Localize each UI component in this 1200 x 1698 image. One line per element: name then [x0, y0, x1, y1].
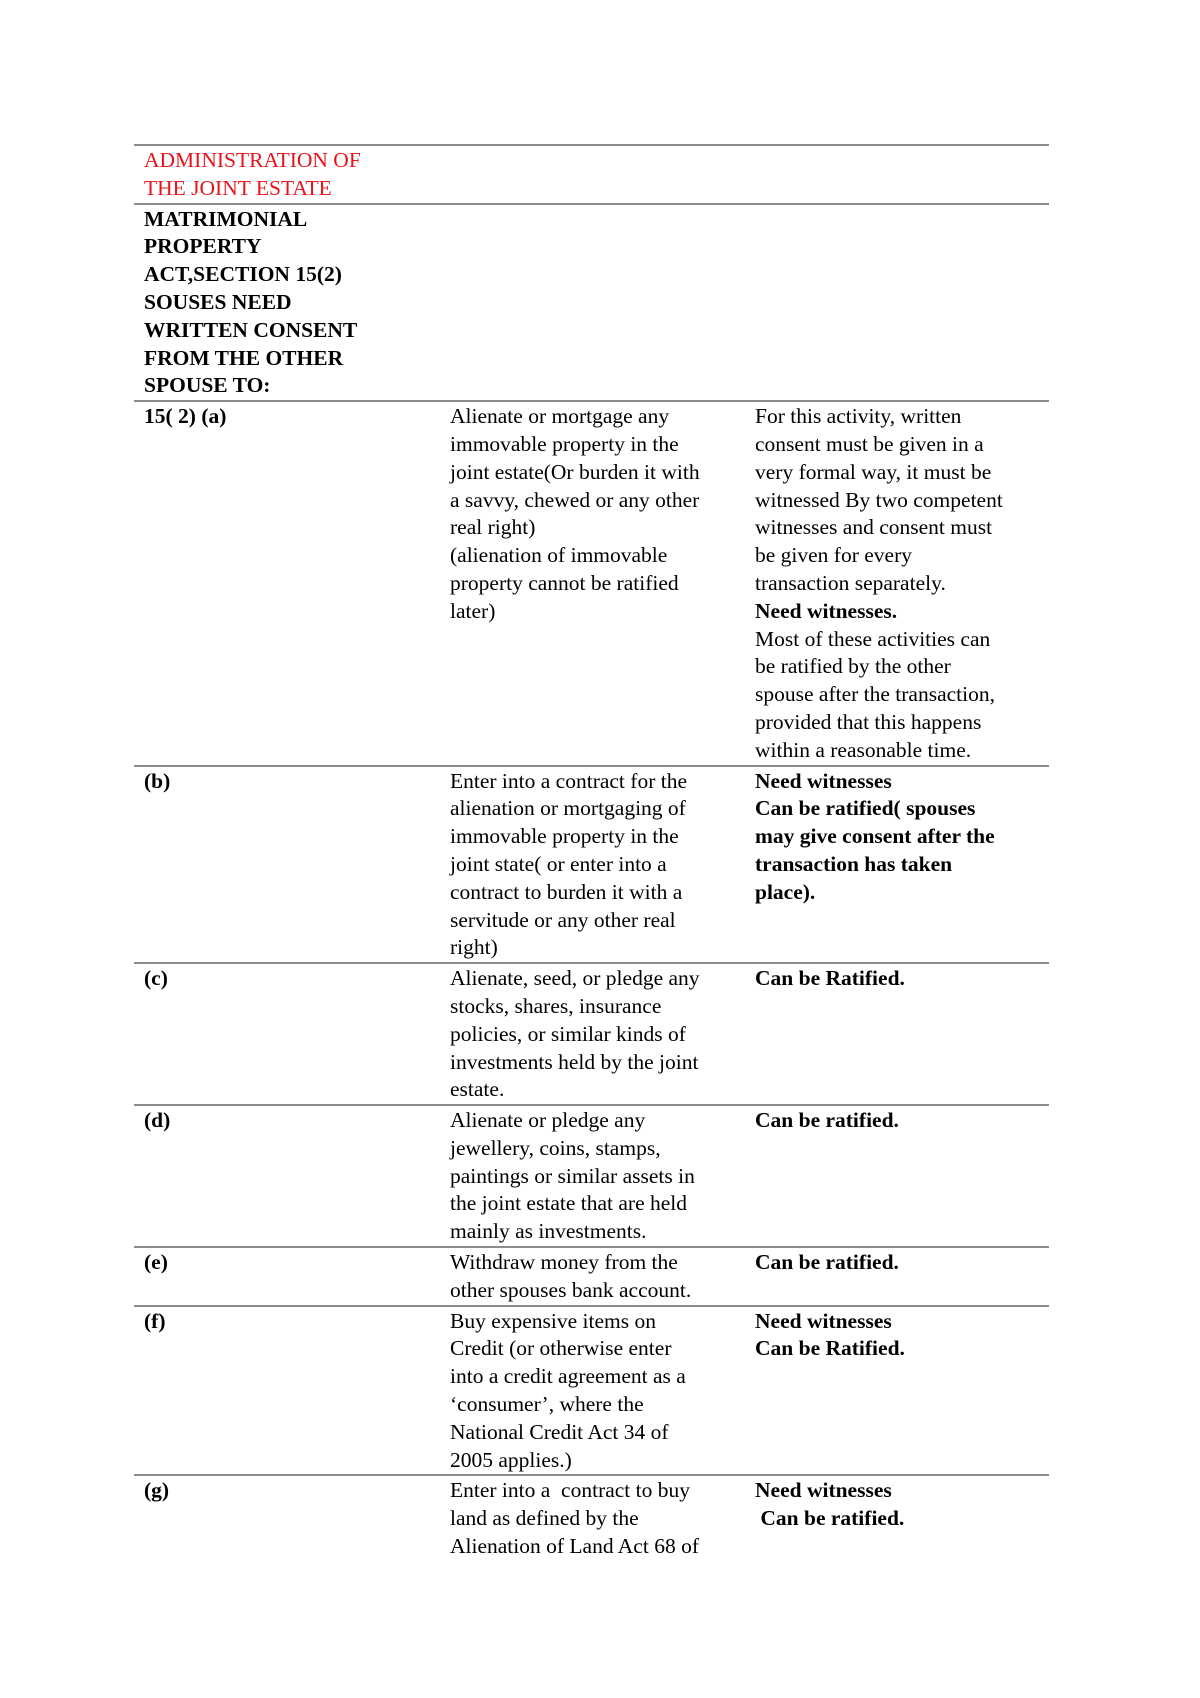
table-row — [134, 401, 1049, 765]
consent-line: very formal way, it must be — [755, 459, 992, 484]
consent-requirement: Need witnesses — [755, 768, 892, 793]
intro-line: ACT,SECTION 15(2) — [144, 262, 342, 287]
consent-cell — [745, 1475, 1049, 1560]
consent-line: spouse after the transaction, — [755, 682, 995, 707]
activity-cell — [440, 963, 745, 1105]
activity-line: paintings or similar assets in — [450, 1163, 695, 1188]
activity-line: ‘consumer’, where the — [450, 1392, 644, 1417]
section-label: (g) — [144, 1478, 170, 1503]
activity-line: a savvy, chewed or any other — [450, 487, 700, 512]
intro-line: SOUSES NEED — [144, 289, 292, 314]
consent-line: be given for every — [755, 543, 912, 568]
intro-line: WRITTEN CONSENT — [144, 317, 358, 342]
consent-line: Most of these activities can — [755, 626, 991, 651]
intro-heading — [134, 204, 440, 402]
consent-line: transaction separately. — [755, 570, 946, 595]
consent-cell — [745, 766, 1049, 964]
activity-line: investments held by the joint — [450, 1049, 699, 1074]
intro-line: PROPERTY — [144, 234, 262, 259]
activity-line: other spouses bank account. — [450, 1277, 692, 1302]
intro-row — [134, 204, 1049, 402]
consent-line: For this activity, written — [755, 404, 962, 429]
table-row — [134, 963, 1049, 1105]
consent-requirement: transaction has taken — [755, 851, 953, 876]
consent-table — [134, 144, 1049, 1561]
consent-cell — [745, 963, 1049, 1105]
consent-line: provided that this happens — [755, 709, 982, 734]
activity-line: stocks, shares, insurance — [450, 993, 662, 1018]
activity-line: jewellery, coins, stamps, — [450, 1135, 661, 1160]
activity-line: immovable property in the — [450, 431, 679, 456]
consent-requirement: Can be ratified. — [755, 1506, 905, 1531]
activity-line: Buy expensive items on — [450, 1308, 657, 1333]
activity-line: policies, or similar kinds of — [450, 1021, 686, 1046]
consent-cell — [745, 1105, 1049, 1247]
activity-cell — [440, 1475, 745, 1560]
title-row — [134, 145, 1049, 204]
activity-line: Alienate, seed, or pledge any — [450, 966, 700, 991]
activity-line: immovable property in the — [450, 824, 679, 849]
consent-line: witnessed By two competent — [755, 487, 1003, 512]
table-row — [134, 766, 1049, 964]
activity-line: Alienate or pledge any — [450, 1108, 646, 1133]
activity-line: (alienation of immovable — [450, 543, 668, 568]
activity-line: the joint estate that are held — [450, 1191, 688, 1216]
activity-line: alienation or mortgaging of — [450, 796, 686, 821]
table-row — [134, 1306, 1049, 1476]
activity-line: Alienation of Land Act 68 of — [450, 1534, 699, 1559]
consent-requirement: Can be Ratified. — [755, 966, 905, 991]
activity-line: Withdraw money from the — [450, 1250, 678, 1275]
activity-line: 2005 applies.) — [450, 1447, 572, 1472]
table-row — [134, 1475, 1049, 1560]
title-line: THE JOINT ESTATE — [144, 175, 332, 200]
section-label: (c) — [144, 966, 168, 991]
consent-line: consent must be given in a — [755, 431, 984, 456]
activity-line: Enter into a contract for the — [450, 768, 687, 793]
intro-line: FROM THE OTHER — [144, 345, 344, 370]
consent-requirement: Need witnesses — [755, 1478, 892, 1503]
activity-cell — [440, 1105, 745, 1247]
consent-requirement: place). — [755, 879, 816, 904]
activity-cell — [440, 1247, 745, 1306]
consent-line: witnesses and consent must — [755, 515, 993, 540]
activity-line: contract to burden it with a — [450, 879, 683, 904]
consent-requirement: Can be ratified( spouses — [755, 796, 976, 821]
activity-line: Credit (or otherwise enter — [450, 1336, 672, 1361]
section-label: (b) — [144, 768, 171, 793]
activity-line: joint estate(Or burden it with — [450, 459, 700, 484]
activity-line: property cannot be ratified — [450, 570, 679, 595]
section-label: (e) — [144, 1250, 168, 1275]
intro-line: SPOUSE TO: — [144, 373, 271, 398]
section-label: (d) — [144, 1108, 171, 1133]
consent-requirement: Can be ratified. — [755, 1250, 899, 1275]
consent-requirement: may give consent after the — [755, 824, 995, 849]
activity-line: right) — [450, 935, 498, 960]
consent-line: be ratified by the other — [755, 654, 951, 679]
activity-line: real right) — [450, 515, 536, 540]
section-label: (f) — [144, 1308, 166, 1333]
activity-line: later) — [450, 598, 496, 623]
activity-cell — [440, 401, 745, 765]
table-row — [134, 1247, 1049, 1306]
activity-line: land as defined by the — [450, 1506, 639, 1531]
title-line: ADMINISTRATION OF — [144, 148, 361, 172]
activity-line: estate. — [450, 1077, 505, 1102]
document-title — [134, 145, 440, 204]
activity-line: mainly as investments. — [450, 1219, 647, 1244]
consent-line: within a reasonable time. — [755, 737, 972, 762]
activity-line: servitude or any other real — [450, 907, 676, 932]
table-row — [134, 1105, 1049, 1247]
activity-cell — [440, 1306, 745, 1476]
consent-requirement: Need witnesses. — [755, 598, 898, 623]
section-label: 15( 2) (a) — [144, 404, 227, 429]
activity-line: Alienate or mortgage any — [450, 404, 670, 429]
activity-line: into a credit agreement as a — [450, 1364, 686, 1389]
activity-line: joint state( or enter into a — [450, 851, 667, 876]
consent-requirement: Can be Ratified. — [755, 1336, 905, 1361]
activity-line: Enter into a contract to buy — [450, 1478, 691, 1503]
intro-line: MATRIMONIAL — [144, 206, 308, 231]
consent-requirement: Can be ratified. — [755, 1108, 899, 1133]
consent-cell — [745, 1306, 1049, 1476]
consent-cell — [745, 401, 1049, 765]
activity-cell — [440, 766, 745, 964]
activity-line: National Credit Act 34 of — [450, 1419, 669, 1444]
consent-requirement: Need witnesses — [755, 1308, 892, 1333]
consent-cell — [745, 1247, 1049, 1306]
